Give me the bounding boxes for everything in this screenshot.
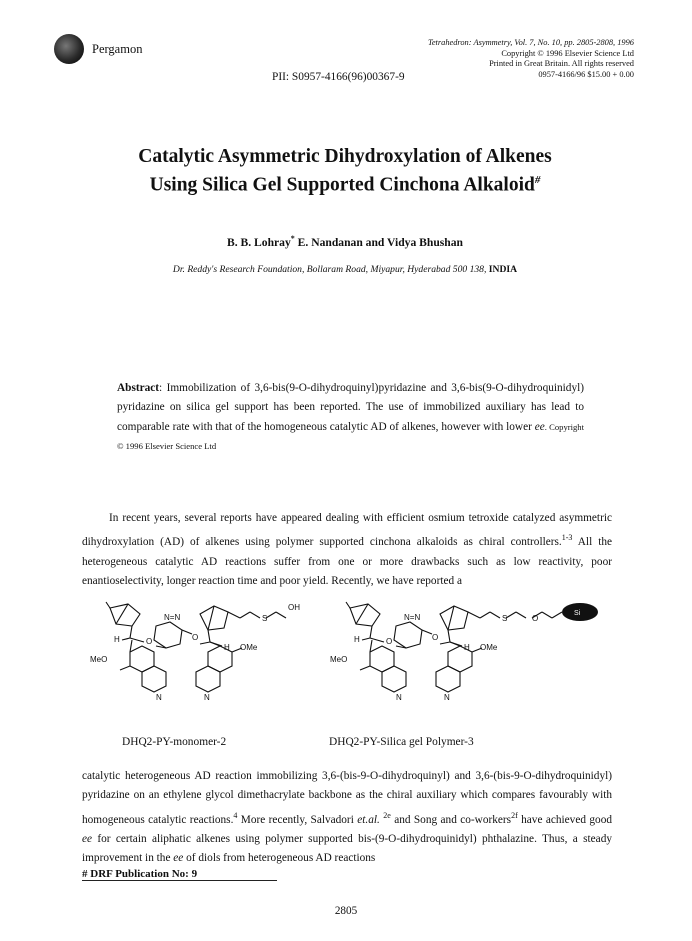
footnote: # DRF Publication No: 9 [82, 868, 198, 880]
para1-text: In recent years, several reports have appeared dealing with efficient osmium tetroxide catalyzed asymmetric dihydroxylation (AD) of alkenes using polymer supported cinchona alkaloids as chiral controllers. [82, 512, 612, 549]
author-rest: E. Nandanan and Vidya Bhushan [294, 235, 463, 249]
label-si: Si [574, 610, 581, 617]
paper-title-line2 [80, 174, 610, 197]
pii: PII: S0957-4166(96)00367-9 [272, 71, 405, 83]
label-n-1: N [156, 693, 162, 702]
para2-c: and Song and co-workers [390, 813, 512, 826]
title-line2-text: Using Silica Gel Supported Cinchona Alkaloid [149, 174, 535, 196]
structure-polymer [346, 602, 562, 692]
authors [80, 234, 610, 249]
para2-e: for certain aliphatic alkenes using polymer supported bis-(9-O-dihydroquinidyl) phthalazine. Thus, a steady improvement in the [82, 832, 612, 865]
label-ome-2: OMe [480, 643, 498, 652]
label-h-4: H [464, 643, 470, 652]
label-meo-1: MeO [90, 655, 108, 664]
label-o-3: O [532, 614, 539, 623]
body-paragraph-2 [82, 767, 612, 869]
title-footnote-mark: # [534, 174, 541, 186]
label-n-3: N [396, 693, 402, 702]
abstract-copyright: . Copyright © 1996 Elsevier Science Ltd [117, 421, 584, 452]
para1-ref: 1-3 [561, 533, 573, 543]
paper-title-line1: Catalytic Asymmetric Dihydroxylation of Alkenes [138, 146, 552, 167]
author-first: B. B. Lohray [227, 235, 291, 249]
para2-b: More recently, Salvadori [237, 813, 358, 826]
para2-ee-1: ee [82, 832, 93, 845]
price-line: 0957-4166/96 $15.00 + 0.00 [538, 69, 634, 79]
abstract-label: Abstract [117, 382, 160, 394]
label-oh: OH [288, 603, 300, 612]
affiliation [80, 264, 610, 275]
label-h-2: H [224, 643, 230, 652]
para2-etal: et.al. [357, 813, 380, 826]
label-o-5: O [432, 633, 439, 642]
para2-ee-2: ee [173, 852, 184, 865]
abstract-text: : Immobilization of 3,6-bis(9-O-dihydroquinyl)pyridazine and 3,6-bis(9-O-dihydroquinidyl) pyridazine on silica gel support has been reported. The use of immobilized auxiliary has lead to comparable rate with that of the homogeneous catalytic AD of alkenes, however with lower [117, 382, 584, 433]
label-s-2: S [502, 614, 508, 623]
publisher-logo [54, 34, 84, 64]
chemical-structures-figure [90, 600, 600, 710]
copyright-line: Copyright © 1996 Elsevier Science Ltd [501, 48, 634, 58]
label-n-4: N [444, 693, 450, 702]
label-o-1: O [146, 637, 153, 646]
label-h-1: H [114, 635, 120, 644]
para2-f: of diols from heterogeneous AD reactions [183, 852, 376, 865]
label-n-2: N [204, 693, 210, 702]
label-s-1: S [262, 614, 268, 623]
structure-monomer [106, 602, 286, 692]
abstract [117, 379, 584, 457]
label-o-4: O [386, 637, 393, 646]
para2-d: have achieved good [517, 813, 612, 826]
label-meo-2: MeO [330, 655, 348, 664]
para1-cont: All the heterogeneous catalytic AD reactions suffer from one or more drawbacks such as low reactivity, poor enantioselectivity, longer reaction time and poor yield. Recently, we have reported a [82, 536, 613, 587]
label-h-3: H [354, 635, 360, 644]
label-nn-1: N=N [164, 613, 181, 622]
para2-ref-4: 4 [233, 810, 238, 820]
journal-citation: Tetrahedron: Asymmetry, Vol. 7, No. 10, pp. 2805-2808, 1996 [427, 38, 634, 47]
figure-caption-monomer: DHQ2-PY-monomer-2 [122, 736, 227, 748]
label-o-2: O [192, 633, 199, 642]
body-paragraph-1 [82, 509, 612, 591]
page-number: 2805 [334, 905, 358, 917]
para2-text: catalytic heterogeneous AD reaction immobilizing 3,6-(bis-9-O-dihydroquinyl) and 3,6-(bis-9-O-dihydroquinidyl) pyridazine on an ethylene glycol dimethacrylate backbone as the chiral auxiliary which compares favourably with homogeneous catalytic reactions. [82, 770, 612, 826]
para2-ref-2e: 2e [383, 810, 391, 820]
figure-caption-polymer: DHQ2-PY-Silica gel Polymer-3 [329, 736, 474, 748]
affiliation-country: INDIA [488, 264, 518, 275]
abstract-ee: ee [534, 420, 545, 433]
para2-ref-2f: 2f [511, 810, 518, 820]
footnote-rule [82, 880, 277, 881]
publisher-name: Pergamon [92, 42, 143, 56]
corresponding-mark: * [290, 234, 295, 243]
label-ome-1: OMe [240, 643, 258, 652]
printed-line: Printed in Great Britain. All rights reserved [489, 59, 634, 69]
label-nn-2: N=N [404, 613, 421, 622]
affiliation-text: Dr. Reddy's Research Foundation, Bollaram Road, Miyapur, Hyderabad 500 138, [172, 264, 487, 275]
